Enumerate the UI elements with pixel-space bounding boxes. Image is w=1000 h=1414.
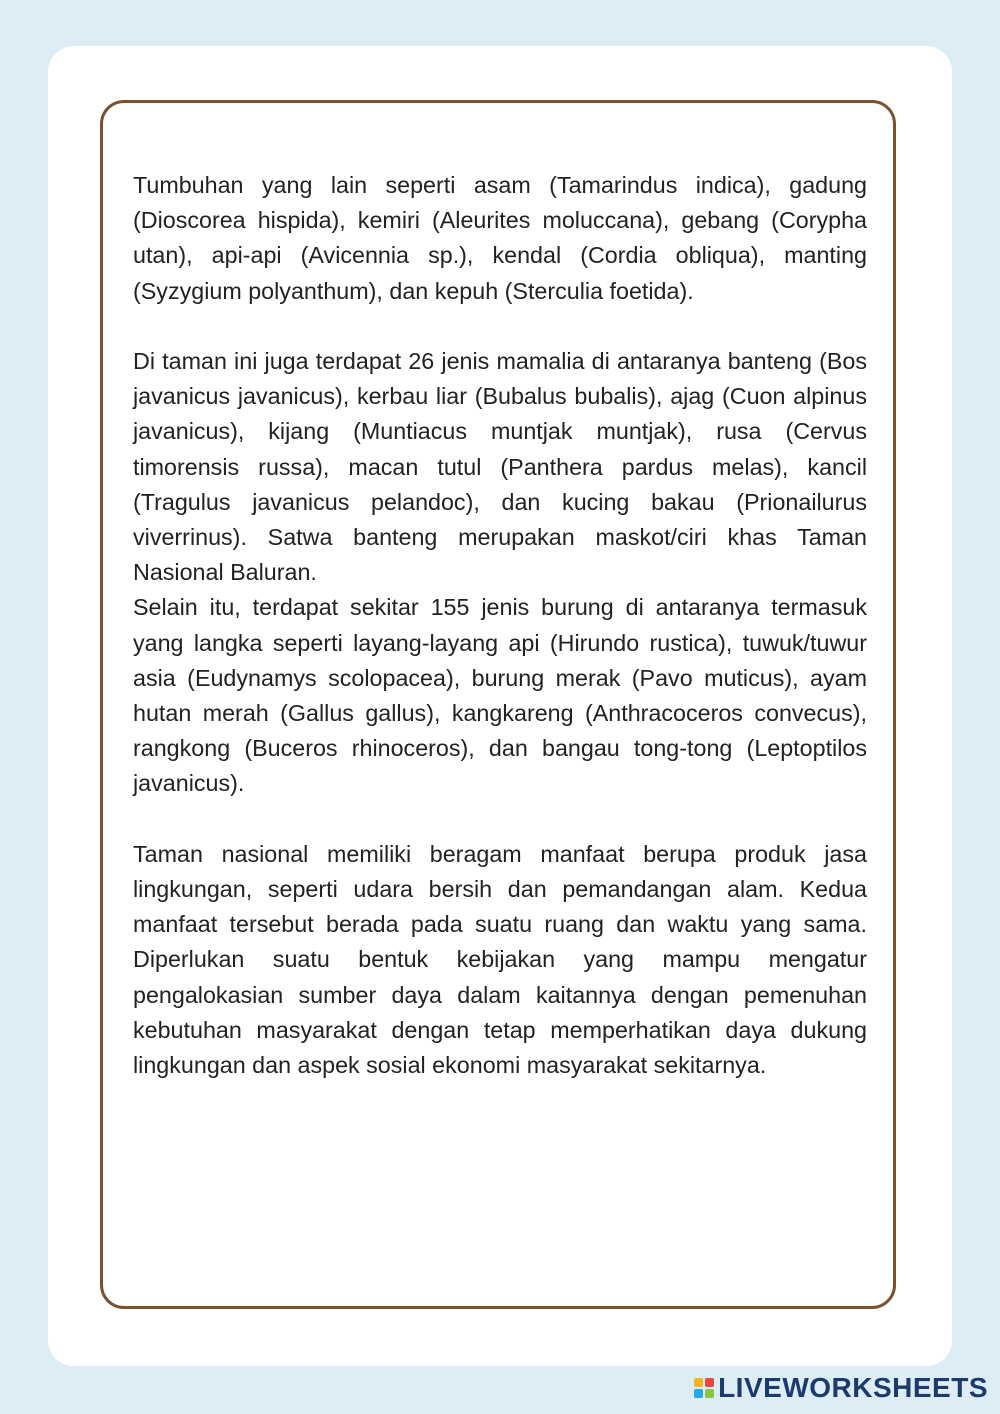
- logo-square-green: [705, 1389, 714, 1398]
- paragraph-mammals: Di taman ini juga terdapat 26 jenis mamalia di antaranya banteng (Bos javanicus javanicus), kerbau liar (Bubalus bubalis), ajag (Cuon alpinus javanicus), kijang (Muntiacus muntjak muntjak), rusa (Cervus timorensis russa), macan tutul (Panthera pardus melas), kancil (Tragulus javanicus pelandoc), dan kucing bakau (Prionailurus viverrinus). Satwa banteng merupakan maskot/ciri khas Taman Nasional Baluran.: [133, 348, 867, 586]
- logo-square-red: [705, 1378, 714, 1387]
- liveworksheets-logo-text: LIVEWORKSHEETS: [718, 1372, 988, 1403]
- paragraph-plants: Tumbuhan yang lain seperti asam (Tamarindus indica), gadung (Dioscorea hispida), kemiri (Aleurites moluccana), gebang (Corypha utan), api-api (Avicennia sp.), kendal (Cordia obliqua), manting (Syzygium polyanthum), dan kepuh (Sterculia foetida).: [133, 172, 867, 304]
- document-text: [133, 168, 867, 1083]
- paragraph-benefits: Taman nasional memiliki beragam manfaat berupa produk jasa lingkungan, seperti udara bersih dan pemandangan alam. Kedua manfaat tersebut berada pada suatu ruang dan waktu yang sama. Diperlukan suatu bentuk kebijakan yang mampu mengatur pengalokasian sumber daya dalam kaitannya dengan pemenuhan kebutuhan masyarakat dengan tetap memperhatikan daya dukung lingkungan dan aspek sosial ekonomi masyarakat sekitarnya.: [133, 840, 867, 1079]
- paragraph-birds: Selain itu, terdapat sekitar 155 jenis burung di antaranya termasuk yang langka seperti layang-layang api (Hirundo rustica), tuwuk/tuwur asia (Eudynamys scolopacea), burung merak (Pavo muticus), ayam hutan merah (Gallus gallus), kangkareng (Anthracoceros convecus), rangkong (Buceros rhinoceros), dan bangau tong-tong (Leptoptilos javanicus).: [133, 594, 867, 797]
- logo-square-yellow: [694, 1378, 703, 1387]
- liveworksheets-logo-icon: [694, 1378, 714, 1398]
- liveworksheets-logo[interactable]: [694, 1374, 988, 1402]
- logo-square-blue: [694, 1389, 703, 1398]
